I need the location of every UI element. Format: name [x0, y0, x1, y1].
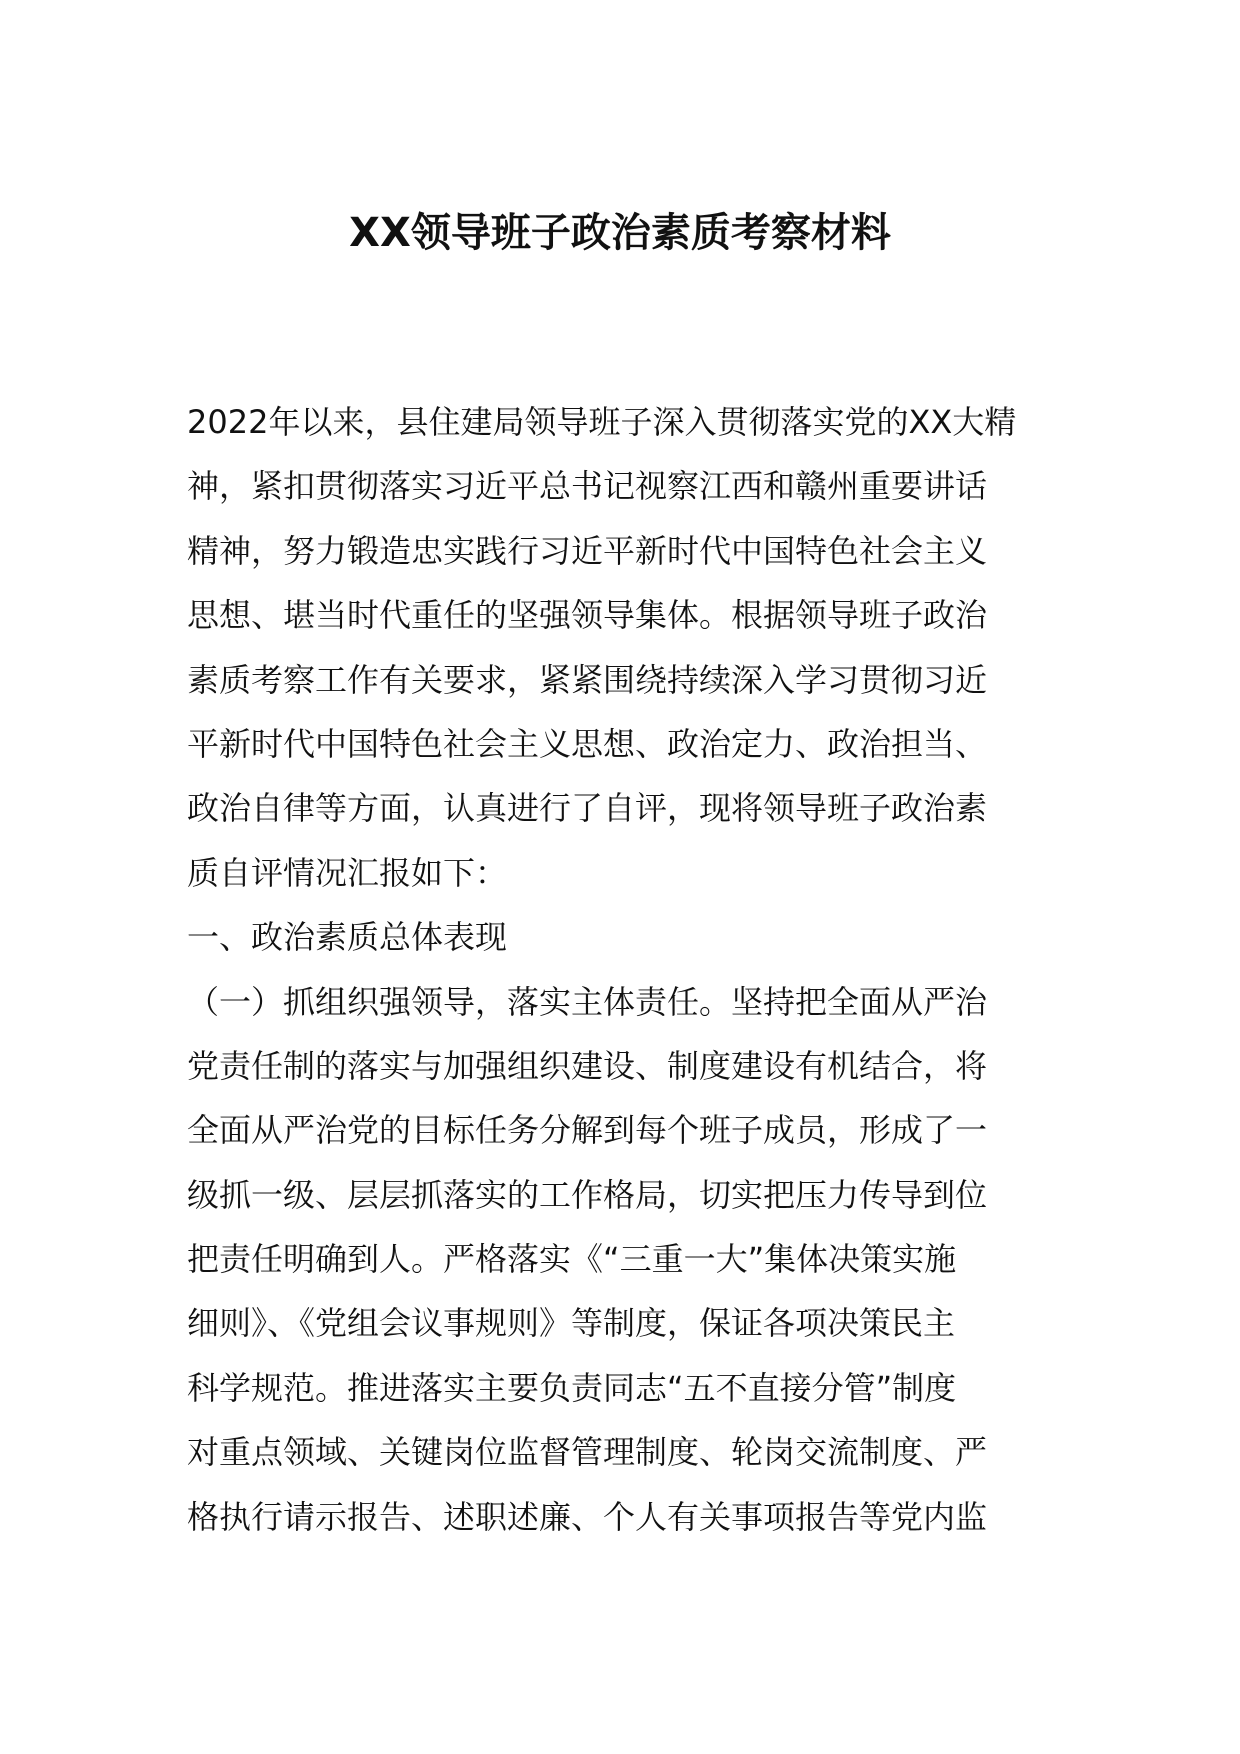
body-line: 对重点领域、关键岗位监督管理制度、轮岗交流制度、严: [187, 1433, 988, 1472]
section-heading: 一、政治素质总体表现: [187, 918, 508, 957]
body-line: 平新时代中国特色社会主义思想、政治定力、政治担当、: [187, 724, 988, 763]
body-line: 思想、堪当时代重任的坚强领导集体。根据领导班子政治: [187, 596, 988, 635]
body-line: 级抓一级、层层抓落实的工作格局，切实把压力传导到位: [187, 1175, 988, 1214]
body-line: 科学规范。推进落实主要负责同志“五不直接分管”制度: [187, 1368, 957, 1407]
body-line: 把责任明确到人。严格落实《“三重一大”集体决策实施: [187, 1240, 957, 1279]
body-line: 党责任制的落实与加强组织建设、制度建设有机结合，将: [187, 1046, 988, 1085]
document-body: [187, 390, 1067, 1549]
body-line: 全面从严治党的目标任务分解到每个班子成员，形成了一: [187, 1111, 988, 1150]
body-line: 细则》、《党组会议事规则》等制度，保证各项决策民主: [187, 1304, 956, 1343]
body-line: 质自评情况汇报如下：: [187, 853, 508, 892]
body-line: 精神，努力锻造忠实践行习近平新时代中国特色社会主义: [187, 531, 988, 570]
body-line: 素质考察工作有关要求，紧紧围绕持续深入学习贯彻习近: [187, 660, 988, 699]
body-line: （一）抓组织强领导，落实主体责任。坚持把全面从严治: [187, 982, 988, 1021]
body-line: 神，紧扣贯彻落实习近平总书记视察江西和赣州重要讲话: [187, 467, 988, 506]
body-line: 2022年以来，县住建局领导班子深入贯彻落实党的XX大精: [187, 403, 1017, 441]
body-line: 格执行请示报告、述职述廉、个人有关事项报告等党内监: [187, 1497, 988, 1536]
document-title: XX领导班子政治素质考察材料: [349, 210, 891, 256]
body-line: 政治自律等方面，认真进行了自评，现将领导班子政治素: [187, 789, 988, 828]
